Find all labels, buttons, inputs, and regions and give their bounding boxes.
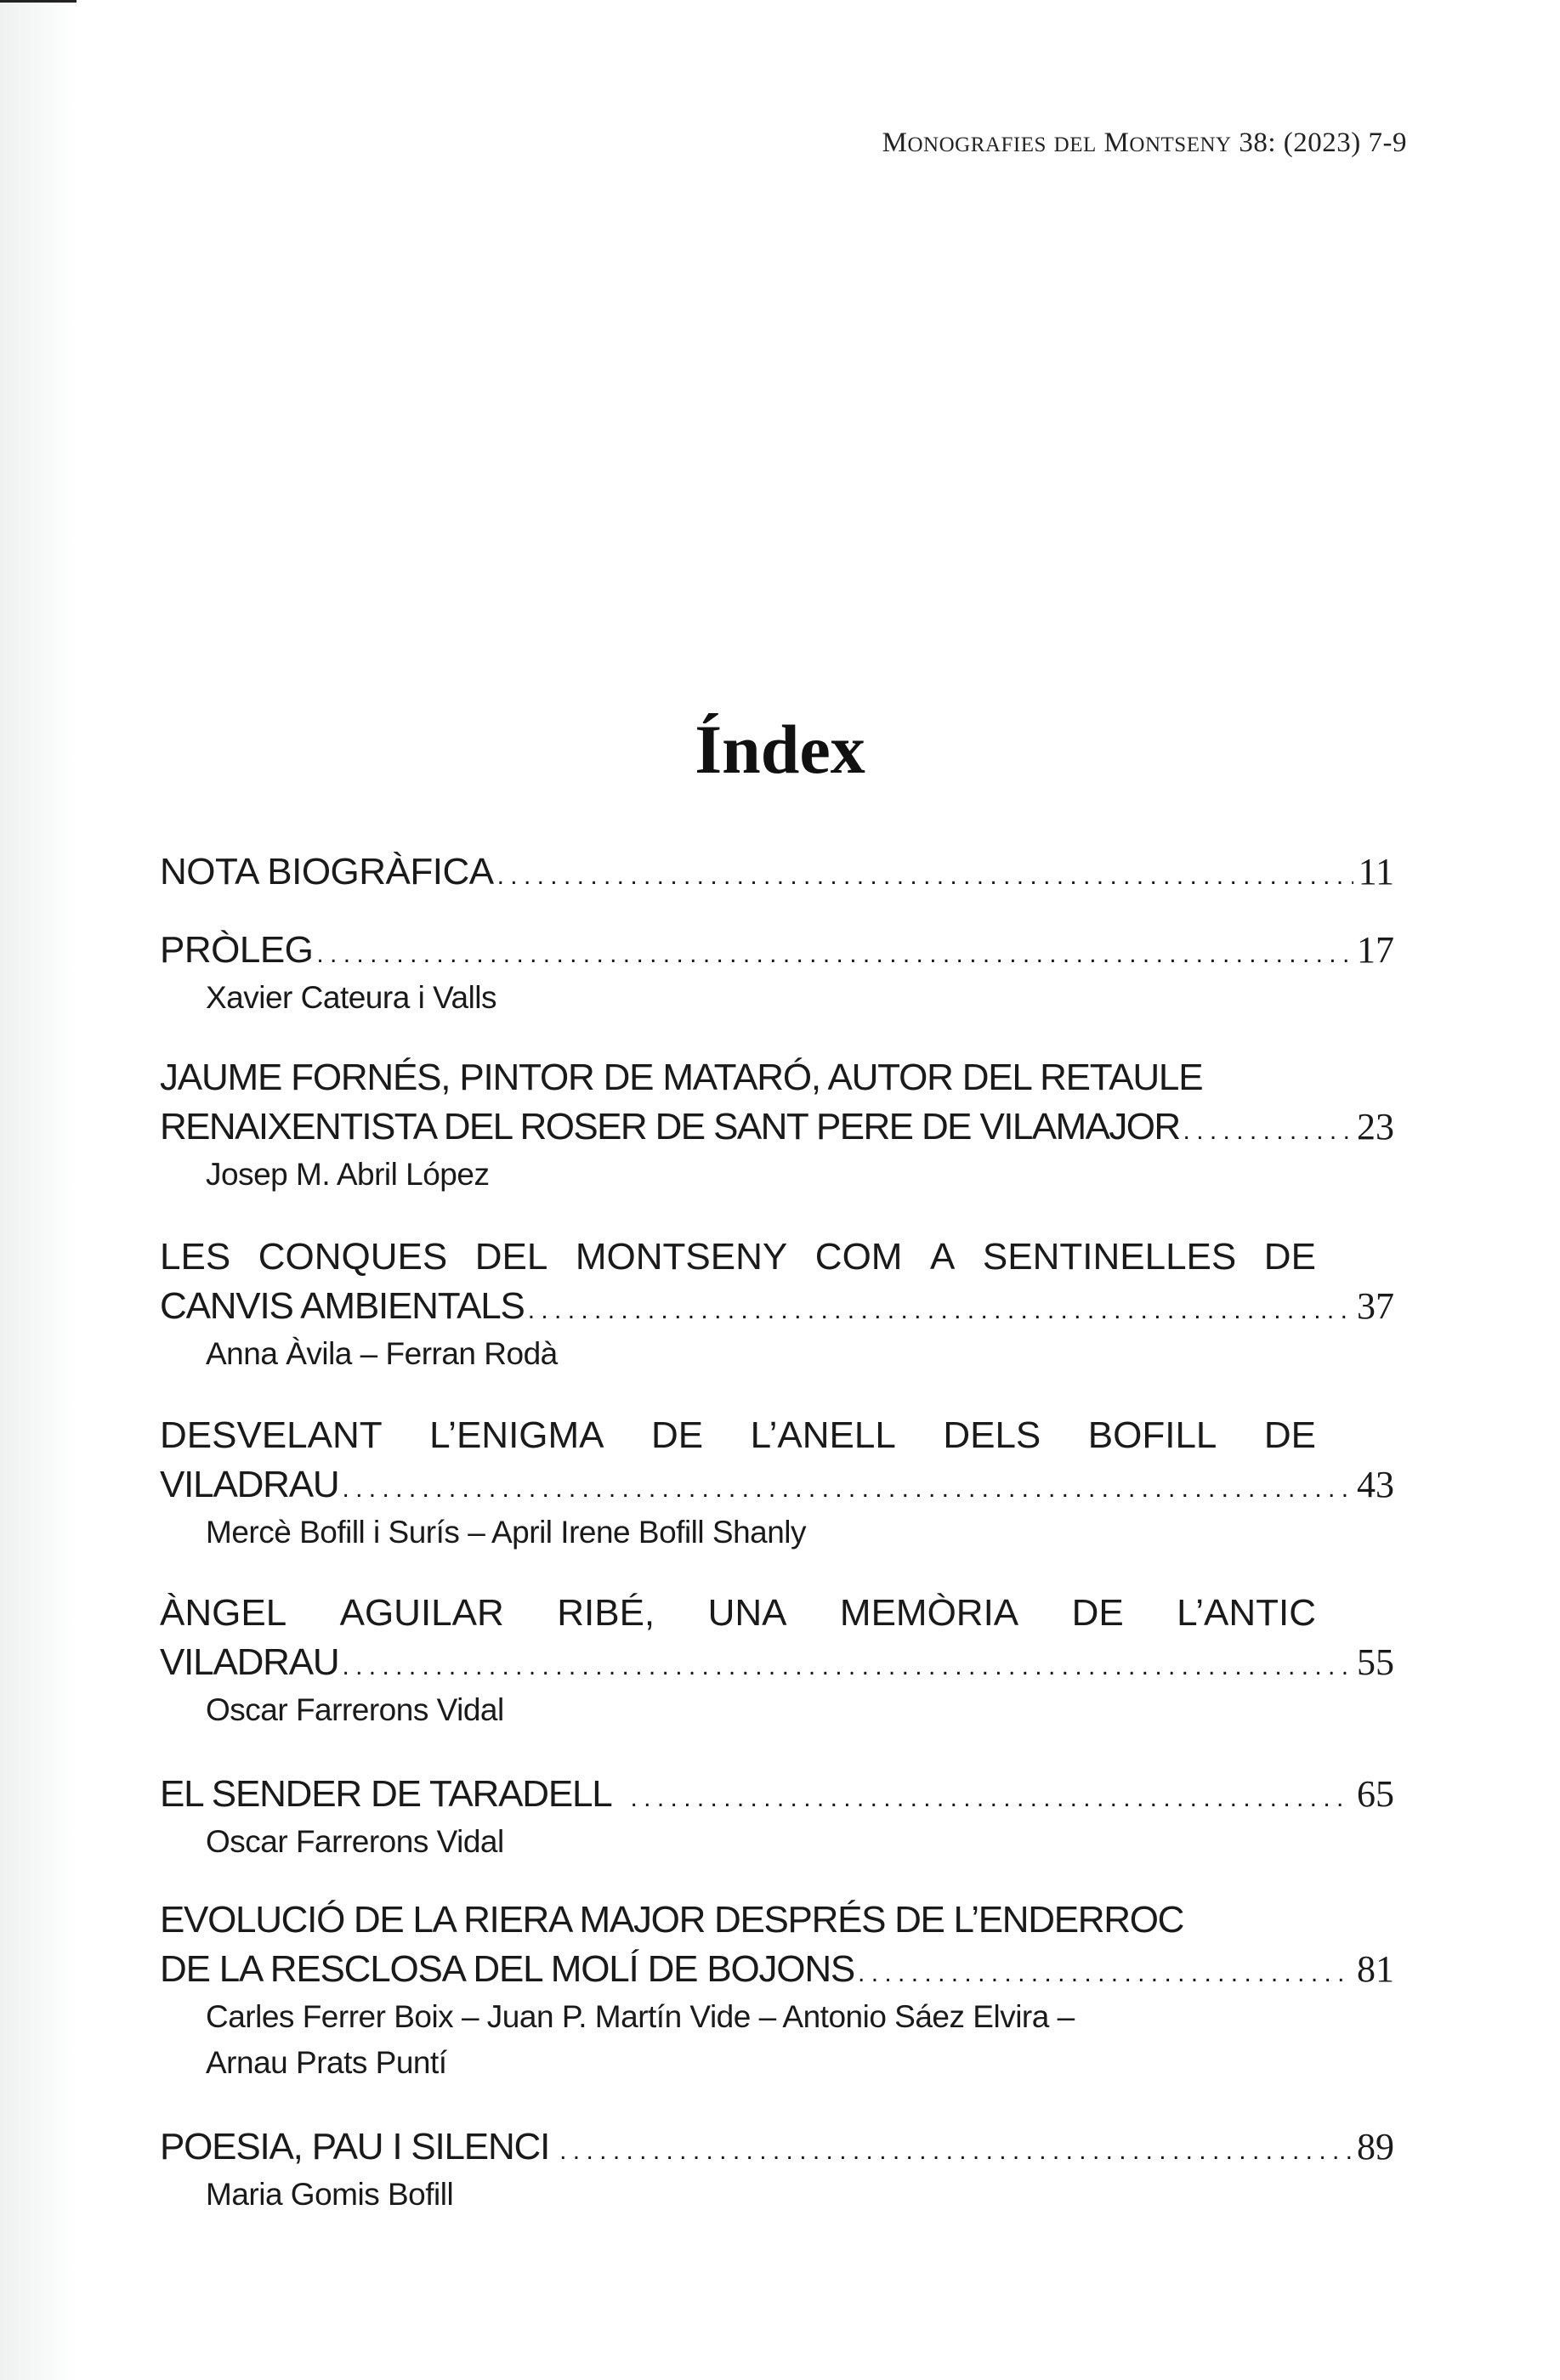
dot-leader [316, 938, 1352, 972]
entry-author: Josep M. Abril López [206, 1157, 490, 1192]
toc-entry[interactable] [160, 1232, 1394, 1377]
entry-title-line [160, 1282, 1394, 1331]
journal-name: MONOGRAFIES DEL MONTSENY [882, 128, 1232, 158]
title-word: DESVELANT [160, 1414, 383, 1456]
title-word: BOFILL [1087, 1414, 1217, 1456]
entry-page-number: 81 [1357, 1948, 1394, 1990]
entry-author: Oscar Farrerons Vidal [206, 1824, 504, 1859]
entry-title-line [160, 1945, 1394, 1994]
entry-page-number: 17 [1357, 929, 1394, 971]
entry-title-line [160, 1102, 1394, 1152]
entry-title: EVOLUCIÓ DE LA RIERA MAJOR DESPRÉS DE L’ENDERROC [160, 1899, 1184, 1941]
dot-leader [497, 859, 1353, 893]
entry-page-number: 89 [1357, 2126, 1394, 2168]
entry-author: Oscar Farrerons Vidal [206, 1692, 504, 1727]
entry-title: VILADRAU [160, 1641, 339, 1683]
entry-page-number: 23 [1357, 1106, 1394, 1148]
entry-title: POESIA, PAU I SILENCI [160, 2126, 550, 2168]
running-header [882, 128, 1407, 159]
entry-title-line [160, 1460, 1394, 1510]
title-word: RIBÉ, [557, 1592, 655, 1634]
dot-leader [1183, 1114, 1352, 1148]
toc-entry[interactable] [160, 926, 1394, 1021]
entry-author: Arnau Prats Puntí [206, 2045, 447, 2080]
entry-title: CANVIS AMBIENTALS [160, 1285, 525, 1327]
title-word: DE [1071, 1592, 1124, 1634]
entry-title: VILADRAU [160, 1464, 339, 1505]
entry-author: Anna Àvila – Ferran Rodà [206, 1336, 558, 1371]
title-word: ÀNGEL [160, 1592, 287, 1634]
title-word: MONTSENY [575, 1236, 788, 1278]
title-word: LES [160, 1236, 231, 1278]
title-word: SENTINELLES [982, 1236, 1237, 1278]
toc-entry[interactable] [160, 1053, 1394, 1198]
title-word: L’ANTIC [1177, 1592, 1316, 1634]
title-word: UNA [707, 1592, 787, 1634]
title-word: DEL [474, 1236, 548, 1278]
toc-entry[interactable] [160, 1589, 1394, 1733]
entry-page-number: 55 [1357, 1641, 1394, 1683]
entry-title-line [160, 1053, 1394, 1102]
entry-title: EL SENDER DE TARADELL [160, 1773, 612, 1815]
toc-entry[interactable] [160, 1411, 1394, 1556]
entry-author: Maria Gomis Bofill [206, 2177, 454, 2212]
entry-page-number: 37 [1357, 1285, 1394, 1327]
entry-author: Carles Ferrer Boix – Juan P. Martín Vide – Antonio Sáez Elvira – [206, 1999, 1075, 2034]
toc-entry[interactable] [160, 847, 1394, 897]
entry-title-line [160, 1411, 1316, 1460]
journal-year: (2023) [1283, 128, 1361, 158]
entry-title-line [160, 847, 1394, 897]
title-word: A [930, 1236, 956, 1278]
title-word: COM [814, 1236, 903, 1278]
dot-leader [342, 1650, 1352, 1684]
entry-title: DE LA RESCLOSA DEL MOLÍ DE BOJONS [160, 1948, 855, 1990]
entry-title-line [160, 1638, 1394, 1687]
toc-entry[interactable] [160, 1770, 1394, 1865]
entry-page-number: 43 [1357, 1464, 1394, 1505]
entry-page-number: 11 [1358, 851, 1394, 892]
entry-title-line [160, 1770, 1394, 1819]
entry-author: Xavier Cateura i Valls [206, 980, 497, 1015]
entry-title: NOTA BIOGRÀFICA [160, 851, 494, 892]
entry-author: Mercè Bofill i Surís – April Irene Bofill Shanly [206, 1515, 807, 1550]
toc-entry[interactable] [160, 2122, 1394, 2218]
dot-leader [342, 1472, 1352, 1506]
journal-volume: 38: [1239, 128, 1277, 158]
title-word: L’ANELL [750, 1414, 896, 1456]
toc-entry[interactable] [160, 1896, 1394, 2086]
entry-title: PRÒLEG [160, 929, 314, 971]
entry-title-line [160, 2122, 1394, 2172]
entry-title-line [160, 1896, 1394, 1945]
title-word: AGUILAR [339, 1592, 504, 1634]
journal-pages: 7-9 [1368, 128, 1407, 158]
entry-title-line [160, 926, 1394, 975]
title-word: DE [1263, 1414, 1316, 1456]
scan-edge [0, 0, 77, 3]
entry-title-line [160, 1232, 1316, 1282]
entry-page-number: 65 [1357, 1773, 1394, 1815]
title-word: DELS [943, 1414, 1041, 1456]
title-word: CONQUES [258, 1236, 448, 1278]
dot-leader [559, 2134, 1352, 2168]
dot-leader [631, 1782, 1352, 1816]
dot-leader [528, 1294, 1352, 1328]
entry-title: JAUME FORNÉS, PINTOR DE MATARÓ, AUTOR DEL RETAULE [160, 1057, 1203, 1098]
entry-title-line [160, 1589, 1316, 1638]
dot-leader [858, 1957, 1352, 1991]
page-title: Índex [695, 711, 865, 788]
page-edge-shadow [0, 0, 77, 2380]
title-word: MEMÒRIA [839, 1592, 1019, 1634]
title-word: L’ENIGMA [429, 1414, 604, 1456]
title-word: DE [1263, 1236, 1316, 1278]
title-word: DE [651, 1414, 704, 1456]
entry-title: RENAIXENTISTA DEL ROSER DE SANT PERE DE VILAMAJOR [160, 1106, 1180, 1148]
